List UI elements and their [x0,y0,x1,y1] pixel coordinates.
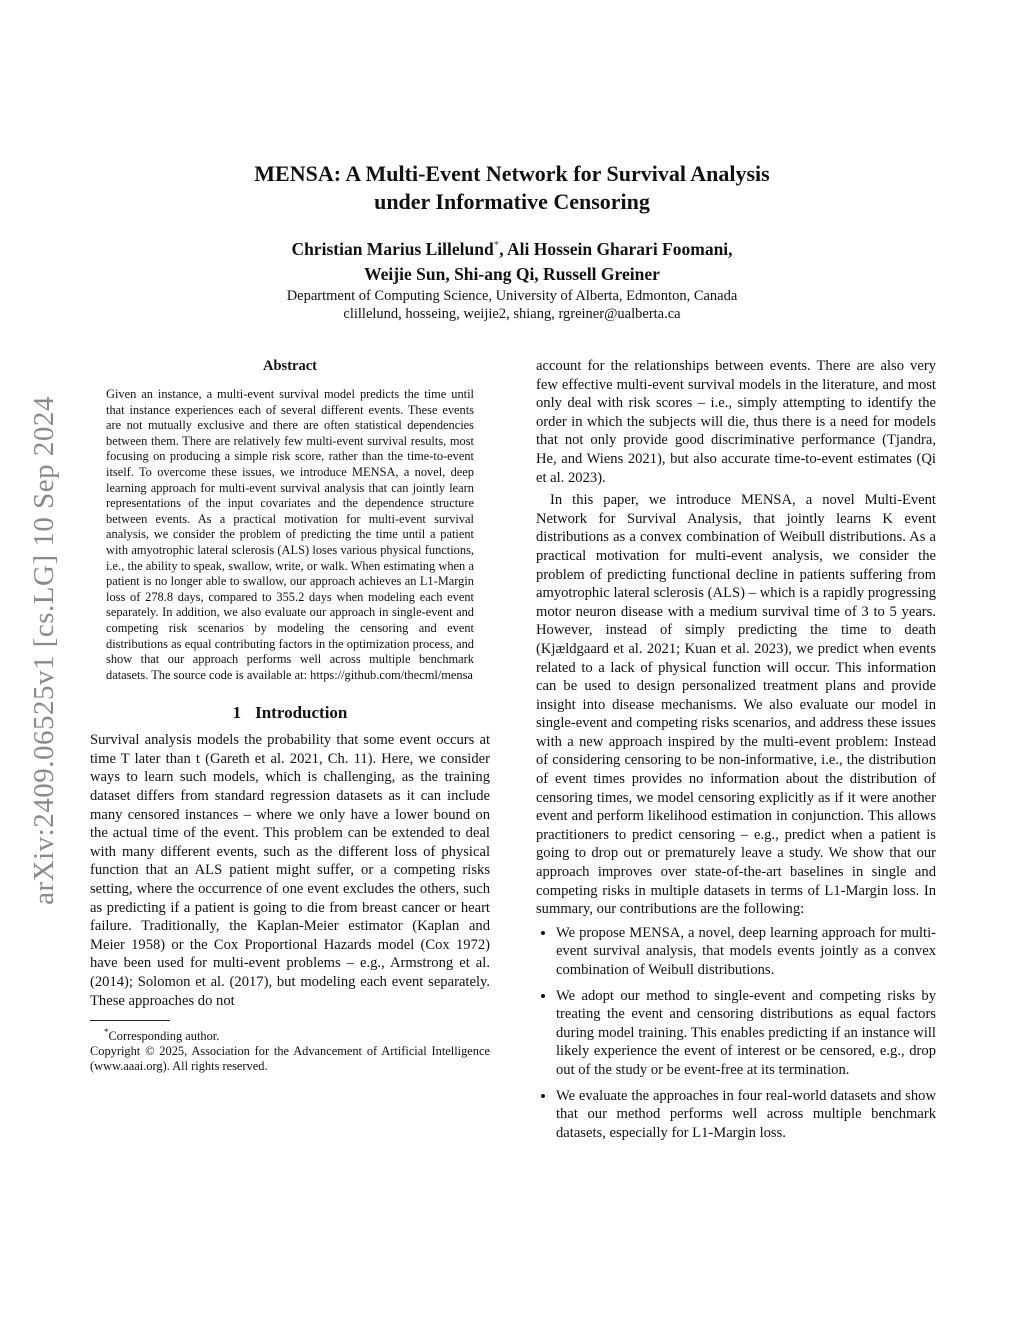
paper-title [150,160,874,216]
author-line-1 [150,233,874,262]
copyright-note: Copyright © 2025, Association for the Advancement of Artificial Intelligence (www.aaai.org). All rights reserved. [90,1044,490,1074]
arxiv-identifier-text: arXiv:2409.06525v1 [cs.LG] 10 Sep 2024 [27,395,60,905]
footnote-divider [90,1020,170,1021]
contributions-list [536,924,936,1143]
contribution-item: • We adopt our method to single-event and competing risks by treating the event and censoring distributions as equal factors during model training. This enables predicting if an instance will likely experience the event of interest or be censored, e.g., drop out of the study or be event-free at its termination. [556,987,936,1080]
abstract-heading: Abstract [263,358,317,374]
introduction-paragraph-1-continued: account for the relationships between events. There are also very few effective multi-event survival models in the literature, and most only deal with risk scores – i.e., simply attempting to identify the order in which the subjects will die, thus there is a need for models that not only provide good discriminative performance (Tjandra, He, and Wiens 2021), but also accurate time-to-event estimates (Qi et al. 2023). [536,358,936,486]
paper-title-line-2: under Informative Censoring [374,189,650,214]
section-number: 1 [232,703,242,723]
corresponding-author-note [90,1025,490,1044]
introduction-heading [90,703,490,723]
author-list [150,233,874,287]
footnote-marker: * [104,1027,109,1038]
section-title: Introduction [255,703,348,723]
contribution-item: • We evaluate the approaches in four real-world datasets and show that our method performs well across multiple benchmark datasets, especially for L1-Margin loss. [556,1087,936,1143]
footnote-block [90,1025,490,1074]
affiliation: Department of Computing Science, University of Alberta, Edmonton, Canada [286,288,738,304]
affiliation-block [150,287,874,323]
corresponding-author-text: Corresponding author. [108,1029,220,1044]
arxiv-identifier [22,360,66,940]
corresponding-author-mark: * [493,239,500,251]
author-line-2: Weijie Sun, Shi-ang Qi, Russell Greiner [364,263,660,284]
first-author: Christian Marius Lillelund [291,238,494,259]
introduction-paragraph-2: In this paper, we introduce MENSA, a novel Multi-Event Network for Survival Analysis, that jointly learns K event distributions as a convex combination of Weibull distributions. As a practical motivation for multi-event analysis, we consider the problem of predicting functional decline in patients suffering from amyotrophic lateral sclerosis (ALS) – which is a rapidly progressing motor neuron disease with a medium survival time of 3 to 5 years. However, instead of simply predicting the time to death (Kjældgaard et al. 2021; Kuan et al. 2023), we predict when events related to a lack of physical function will occur. This information can be used to design personalized treatment plans and provide insight into disease mechanisms. We also evaluate our model in single-event and competing risks scenarios, and address these issues with a new approach inspired by the multi-event problem: Instead of considering censoring to be non-informative, i.e., the distribution of event times provides no information about the distribution of censoring times, we model censoring explicitly as if it were another event and perform likelihood estimation in conjunction. This allows practitioners to predict censoring – e.g., predict when a patient is going to drop out or prematurely leave a study. We show that our approach improves over state-of-the-art baselines in single and competing risks in multiple datasets in terms of L1-Margin loss. In summary, our contributions are the following: [536,492,936,918]
author-emails: clillelund, hosseing, weijie2, shiang, rgreiner@ualberta.ca [343,306,681,322]
introduction-paragraph-1: Survival analysis models the probability that some event occurs at time T later than t (Gareth et al. 2021, Ch. 11). Here, we consider ways to learn such models, which is challenging, as the training dataset differs from standard regression datasets as it can include many censored instances – where we only have a lower bound on the actual time of the event. This problem can be extended to deal with many different events, such as the different loss of physical function that an ALS patient might suffer, or a competing risks setting, where the occurrence of one event excludes the others, such as predicting if a patient is going to die from breast cancer or heart failure. Traditionally, the Kaplan-Meier estimator (Kaplan and Meier 1958) or the Cox Proportional Hazards model (Cox 1972) have been used for multi-event problems – e.g., Armstrong et al. (2014); Solomon et al. (2017), but modeling each event separately. These approaches do not [90,732,490,1009]
right-column [536,357,936,1149]
abstract-text: Given an instance, a multi-event survival model predicts the time until that instance experiences each of several different events. These events are not mutually exclusive and there are often statistical dependencies between them. There are relatively few multi-event survival results, most focusing on producing a simple risk score, rather than the time-to-event itself. To overcome these issues, we introduce MENSA, a novel, deep learning approach for multi-event survival analysis that can jointly learn representations of the input covariates and the dependence structure between events. As a practical motivation for multi-event survival analysis, we consider the problem of predicting the time until a patient with amyotrophic lateral sclerosis (ALS) loses various physical functions, i.e., the ability to speak, swallow, write, or walk. When estimating when a patient is no longer able to swallow, our approach achieves an L1-Margin loss of 278.8 days, compared to 355.2 days when modeling each event separately. In addition, we also evaluate our approach in single-event and competing risk scenarios by modeling the censoring and event distributions as equal contributing factors in the optimization process, and show that our approach performs well across multiple benchmark datasets. The source code is available at: https://github.com/thecml/mensa [106,387,474,682]
co-authors-line-1: , Ali Hossein Gharari Foomani, [499,238,733,259]
paper-title-line-1: MENSA: A Multi-Event Network for Survival Analysis [254,161,770,186]
contribution-item: • We propose MENSA, a novel, deep learning approach for multi-event survival analysis, that models events jointly as a convex combination of Weibull distributions. [556,924,936,980]
left-column [90,357,490,1074]
